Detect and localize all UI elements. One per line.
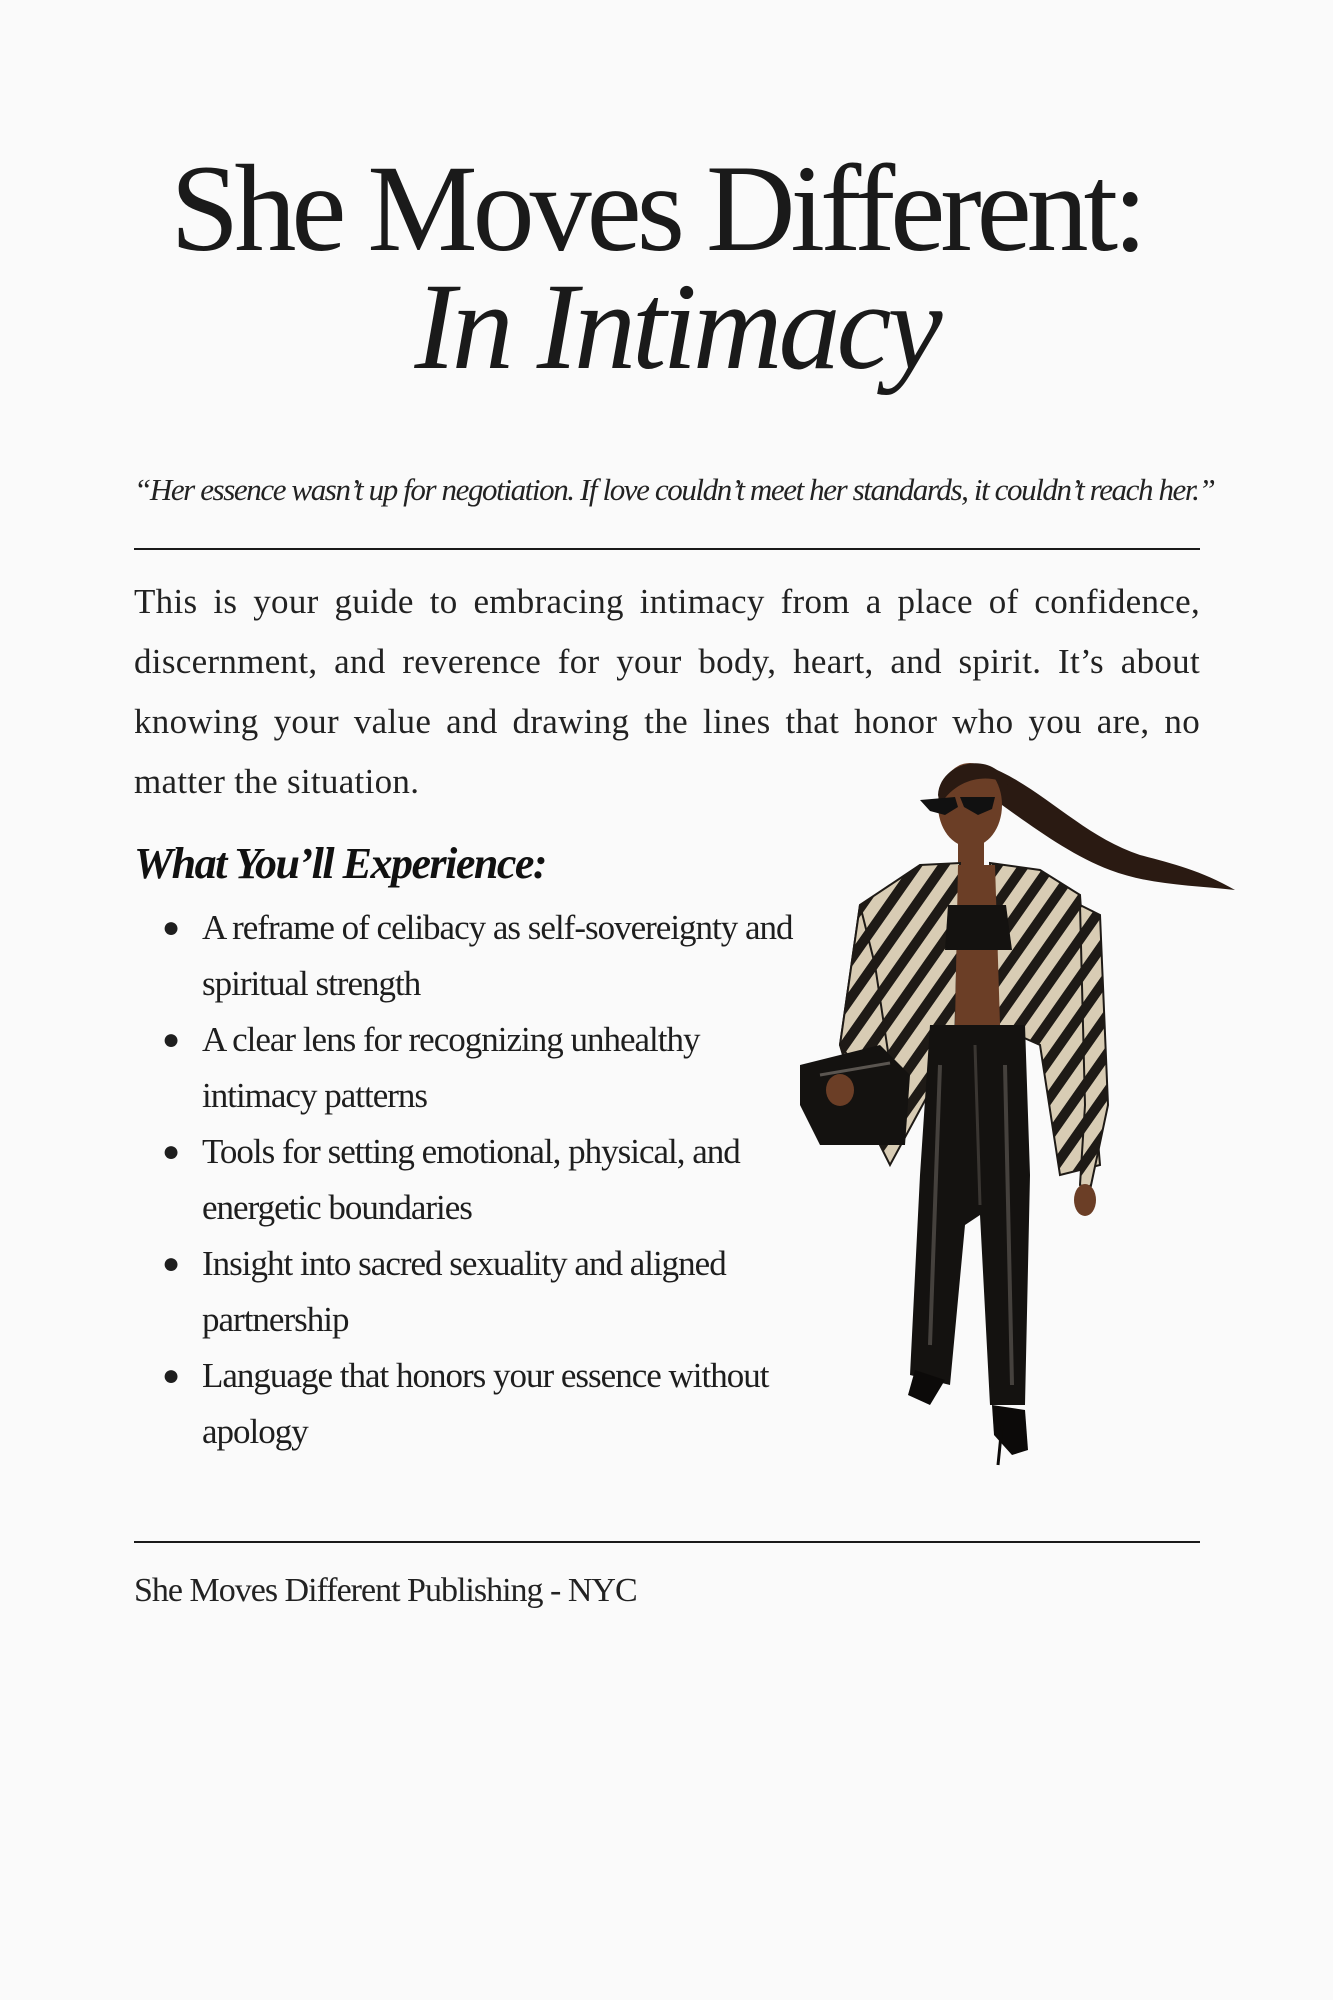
- divider-bottom: [134, 1541, 1200, 1543]
- experience-heading: What You’ll Experience:: [134, 839, 547, 888]
- right-hand: [1074, 1184, 1096, 1216]
- list-item: [134, 1236, 794, 1348]
- shoe-right: [992, 1405, 1028, 1455]
- experience-list: [134, 900, 794, 1460]
- list-item: [134, 900, 794, 1012]
- list-item-text: A reframe of celibacy as self-sovereignty and spiritual strength: [202, 908, 793, 1003]
- fashion-illustration: [780, 745, 1240, 1545]
- list-item-text: A clear lens for recognizing unhealthy intimacy patterns: [202, 1020, 700, 1115]
- crop-top: [945, 905, 1012, 950]
- clutch-bag: [800, 1045, 910, 1145]
- intro-paragraph: This is your guide to embracing intimacy from a place of confidence, discernment, and reverence for your body, heart, and spirit. It’s about knowing your value and drawing the lines that honor who you are, no matter the situation.: [134, 582, 1200, 801]
- bullet-icon: ●: [162, 1023, 180, 1056]
- list-item-text: Language that honors your essence without apology: [202, 1356, 769, 1451]
- right-arm: [1080, 905, 1108, 1190]
- neck: [958, 840, 984, 868]
- bullet-icon: ●: [162, 1135, 180, 1168]
- bullet-icon: ●: [162, 1247, 180, 1280]
- list-item: [134, 1124, 794, 1236]
- woman-walking-illustration: [780, 745, 1240, 1545]
- bullet-icon: ●: [162, 911, 180, 944]
- list-item: [134, 1348, 794, 1460]
- list-item: [134, 1012, 794, 1124]
- publisher-footer: She Moves Different Publishing - NYC: [134, 1572, 637, 1609]
- bullet-icon: ●: [162, 1359, 180, 1392]
- list-item-text: Tools for setting emotional, physical, and energetic boundaries: [202, 1132, 740, 1227]
- epigraph-quote: “Her essence wasn’t up for negotiation. If love couldn’t meet her standards, it couldn’t reach her.”: [134, 472, 1215, 507]
- divider-top: [134, 548, 1200, 550]
- list-item-text: Insight into sacred sexuality and aligned partnership: [202, 1244, 726, 1339]
- left-hand: [826, 1074, 854, 1106]
- title-block: [0, 140, 1333, 395]
- title-subtitle: In Intimacy: [414, 258, 939, 395]
- title-main: She Moves Different:: [170, 140, 1143, 277]
